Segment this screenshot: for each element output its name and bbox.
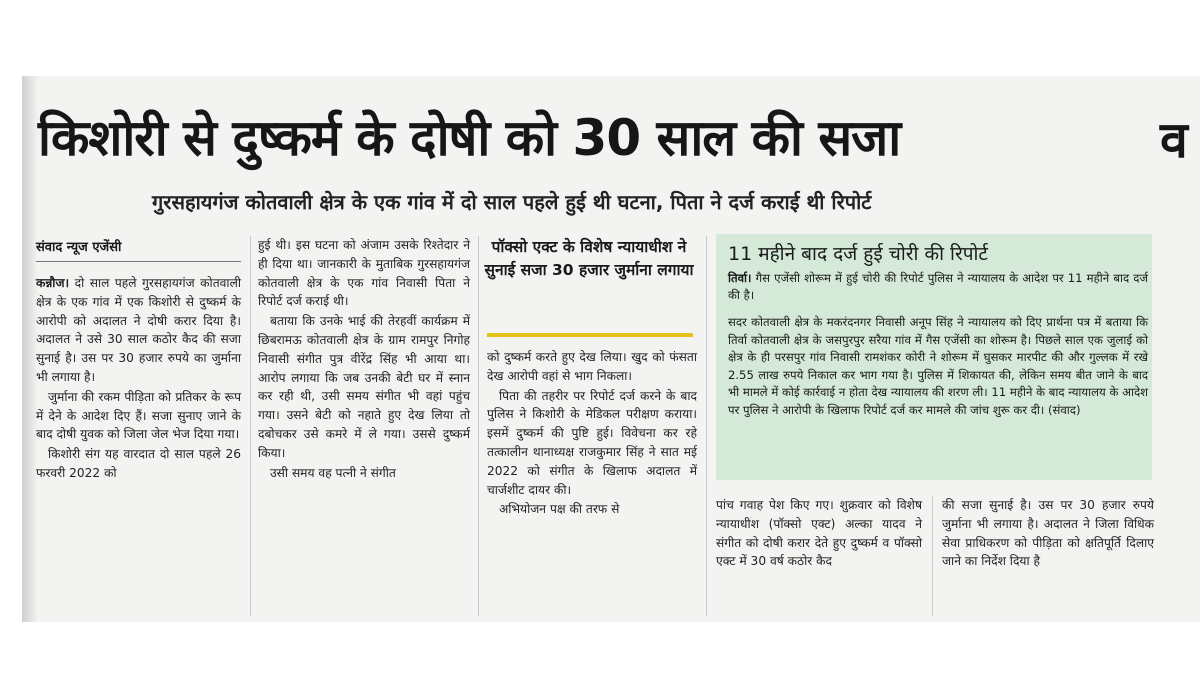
sidebar-lead-text: गैस एजेंसी शोरूम में हुई चोरी की रिपोर्ट पुलिस ने न्यायालय के आदेश पर 11 महीने बाद दर्ज की है।	[728, 271, 1148, 302]
paragraph: पिता की तहरीर पर रिपोर्ट दर्ज करने के बाद पुलिस ने किशोरी के मेडिकल परीक्षण कराया। इसमें दुष्कर्म की पुष्टि हुई। विवेचना कर रहे तत्कालीन थानाध्यक्ष राजकुमार सिंह ने सात मई 2022 को संगीत के खिलाफ अदालत में चार्जशीट दायर की।	[487, 388, 697, 497]
column-divider	[932, 496, 933, 616]
sidebar-title: 11 महीने बाद दर्ज हुई चोरी की रिपोर्ट	[728, 243, 989, 265]
subheadline: गुरसहायगंज कोतवाली क्षेत्र के एक गांव में दो साल पहले हुई थी घटना, पिता ने दर्ज कराई थी रिपोर्ट	[152, 190, 872, 214]
paragraph: जुर्माना की रकम पीड़िता को प्रतिकर के रूप में देने के आदेश दिए हैं। सजा सुनाए जाने के बाद दोषी युवक को जिला जेल भेज दिया गया।	[36, 389, 241, 442]
article-column-4	[716, 496, 922, 572]
article-column-1	[36, 274, 241, 484]
sidebar-body: सदर कोतवाली क्षेत्र के मकरंदनगर निवासी अनूप सिंह ने न्यायालय को दिए प्रार्थना पत्र में बताया कि तिर्वा कोतवाली क्षेत्र के जसपुरपुर सरैया गांव में गैस एजेंसी का शोरूम है। पिछले साल एक जुलाई को क्षेत्र के ही परसपुर गांव निवासी रामशंकर कोरी ने शोरूम में घुसकर मारपीट की और गुल्लक में रखे 2.55 लाख रुपये निकाल कर भाग गया है। पुलिस में शिकायत की, लेकिन समय बीत जाने के बाद भी मामले में कोई कार्रवाई न होता देख न्यायालय की शरण ली। 11 महीने के बाद न्यायालय के आदेश पर पुलिस ने आरोपी के खिलाफ रिपोर्ट दर्ज कर मामले की जांच शुरू कर दी। (संवाद)	[728, 315, 1148, 417]
paragraph: को दुष्कर्म करते हुए देख लिया। खुद को फंसता देख आरोपी वहां से भाग निकला।	[487, 350, 697, 383]
paragraph: की सजा सुनाई है। उस पर 30 हजार रुपये जुर्माना भी लगाया है। अदालत ने जिला विधिक सेवा प्राधिकरण को पीड़िता को क्षतिपूर्ति दिलाए जाने का निर्देश दिया है	[942, 498, 1154, 569]
article-column-5	[942, 496, 1154, 572]
paragraph: हुई थी। इस घटना को अंजाम उसके रिश्तेदार ने ही दिया था। जानकारी के मुताबिक गुरसहायगंज कोतवाली क्षेत्र के एक गांव निवासी पिता ने रिपोर्ट दर्ज कराई थी।	[258, 238, 470, 309]
adjacent-headline-fragment: व	[1160, 111, 1188, 169]
paragraph: पांच गवाह पेश किए गए। शुक्रवार को विशेष न्यायाधीश (पॉक्सो एक्ट) अल्का यादव ने संगीत को दोषी करार देते हुए दुष्कर्म व पॉक्सो एक्ट में 30 वर्ष कठोर कैद	[716, 498, 922, 569]
column-divider	[478, 236, 479, 616]
column-divider	[706, 236, 707, 616]
box-heading: पॉक्सो एक्ट के विशेष न्यायाधीश ने सुनाई सजा 30 हजार जुर्माना लगाया	[484, 238, 694, 279]
paragraph: उसी समय वह पत्नी ने संगीत	[270, 465, 396, 480]
paragraph: बताया कि उनके भाई की तेरहवीं कार्यक्रम में छिबरामऊ कोतवाली क्षेत्र के ग्राम रामपुर निगोह निवासी संगीत पुत्र वीरेंद्र सिंह भी आया था। आरोप लगाया कि जब उनकी बेटी घर में स्नान कर रही थी, उसी समय संगीत भी वहां पहुंच गया। उसने बेटी को नहाते हुए देख लिया तो दबोचकर उसे कमरे में ले गया। उससे दुष्कर्म किया।	[258, 314, 470, 460]
sidebar-dateline: तिर्वा।	[728, 271, 752, 285]
article-column-3	[487, 348, 697, 520]
newspaper-clipping	[22, 76, 1200, 622]
paragraph: किशोरी संग यह वारदात दो साल पहले 26 फरवरी 2022 को	[36, 447, 241, 480]
dateline: कन्नौज।	[36, 276, 70, 290]
sidebar-box	[716, 234, 1152, 480]
column-divider	[250, 236, 251, 616]
paragraph-text: दो साल पहले गुरसहायगंज कोतवाली क्षेत्र के एक गांव में एक किशोरी से दुष्कर्म के आरोपी को अदालत ने दोषी करार दिया है। अदालत ने उसे 30 साल कठोर कैद की सजा सुनाई है। उस पर 30 हजार रुपये का जुर्माना भी लगाया है।	[36, 276, 241, 384]
article-column-2	[258, 236, 470, 483]
paragraph: अभियोजन पक्ष की तरफ से	[499, 502, 620, 517]
yellow-rule	[487, 333, 693, 337]
headline: किशोरी से दुष्कर्म के दोषी को 30 साल की सजा	[38, 109, 901, 167]
paragraph	[36, 274, 241, 387]
byline: संवाद न्यूज एजेंसी	[36, 237, 241, 262]
sidebar-lead	[728, 270, 1148, 304]
